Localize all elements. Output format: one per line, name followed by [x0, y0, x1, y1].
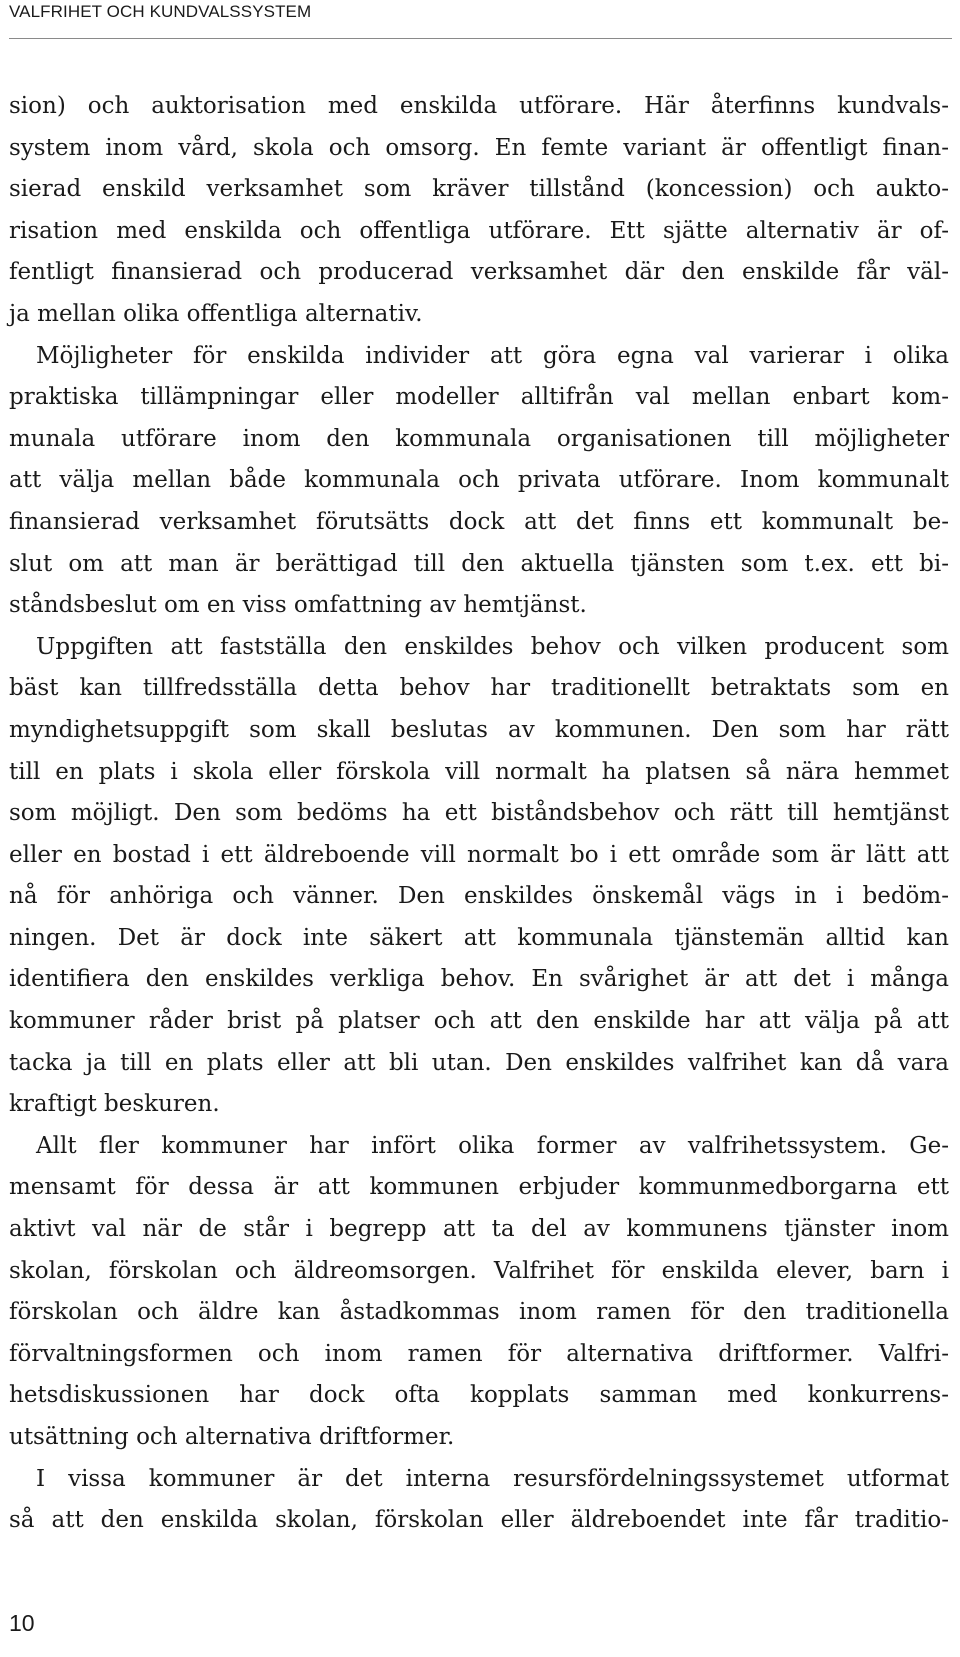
body-text — [9, 86, 949, 1542]
text-line: kommuner råder brist på platser och att den enskilde har att välja på att — [9, 1008, 949, 1035]
text-line: identifiera den enskildes verkliga behov. En svårighet är att det i många — [9, 966, 949, 993]
paragraph-4 — [9, 1126, 949, 1459]
text-line: sierad enskild verksamhet som kräver tillstånd (koncession) och aukto- — [9, 176, 949, 203]
header-rule — [9, 38, 952, 39]
running-header: VALFRIHET OCH KUNDVALSSYSTEM — [9, 2, 312, 21]
text-line: praktiska tillämpningar eller modeller alltifrån val mellan enbart kom- — [9, 384, 949, 411]
text-line: munala utförare inom den kommunala organisationen till möjligheter — [9, 425, 949, 452]
text-line: bäst kan tillfredsställa detta behov har traditionellt betraktats som en — [9, 675, 949, 702]
paragraph-2 — [9, 336, 949, 627]
text-line: nå för anhöriga och vänner. Den enskildes önskemål vägs in i bedöm- — [9, 883, 949, 910]
paragraph-3 — [9, 627, 949, 1126]
text-line: hetsdiskussionen har dock ofta kopplats samman med konkurrens- — [9, 1382, 949, 1409]
text-line: slut om att man är berättigad till den aktuella tjänsten som t.ex. ett bi- — [9, 550, 949, 577]
text-line: sion) och auktorisation med enskilda utförare. Här återfinns kundvals- — [9, 93, 949, 119]
text-line: Allt fler kommuner har infört olika former av valfrihetssystem. Ge- — [36, 1132, 949, 1159]
text-line: system inom vård, skola och omsorg. En femte variant är offentligt finan- — [9, 134, 949, 161]
text-line: Uppgiften att fastställa den enskildes behov och vilken producent som — [36, 633, 949, 660]
text-line: så att den enskilda skolan, förskolan eller äldreboendet inte får traditio- — [9, 1507, 949, 1534]
text-line: tacka ja till en plats eller att bli utan. Den enskildes valfrihet kan då vara — [9, 1049, 949, 1076]
text-line: att välja mellan både kommunala och privata utförare. Inom kommunalt — [9, 467, 949, 494]
text-line: I vissa kommuner är det interna resursfördelningssystemet utformat — [36, 1465, 949, 1492]
page-number: 10 — [9, 1610, 35, 1636]
paragraph-5 — [9, 1459, 949, 1542]
text-line: risation med enskilda och offentliga utförare. Ett sjätte alternativ är of- — [9, 217, 949, 244]
text-line: fentligt finansierad och producerad verksamhet där den enskilde får väl- — [9, 259, 949, 286]
text-line: aktivt val när de står i begrepp att ta del av kommunens tjänster inom — [9, 1216, 949, 1243]
text-line: ståndsbeslut om en viss omfattning av hemtjänst. — [9, 592, 587, 619]
text-line: kraftigt beskuren. — [9, 1091, 220, 1118]
text-line: eller en bostad i ett äldreboende vill normalt bo i ett område som är lätt att — [9, 841, 949, 868]
text-line: finansierad verksamhet förutsätts dock att det finns ett kommunalt be- — [9, 508, 949, 535]
text-line: förvaltningsformen och inom ramen för alternativa driftformer. Valfri- — [9, 1340, 949, 1367]
text-line: myndighetsuppgift som skall beslutas av kommunen. Den som har rätt — [9, 716, 949, 743]
text-line: utsättning och alternativa driftformer. — [9, 1424, 455, 1450]
text-line: ningen. Det är dock inte säkert att kommunala tjänstemän alltid kan — [9, 924, 949, 951]
text-line: ja mellan olika offentliga alternativ. — [9, 300, 423, 327]
text-line: skolan, förskolan och äldreomsorgen. Valfrihet för enskilda elever, barn i — [9, 1257, 949, 1284]
text-line: mensamt för dessa är att kommunen erbjuder kommunmedborgarna ett — [9, 1174, 949, 1201]
text-line: förskolan och äldre kan åstadkommas inom ramen för den traditionella — [9, 1299, 949, 1326]
paragraph-1 — [9, 86, 949, 336]
text-line: till en plats i skola eller förskola vill normalt ha platsen så nära hemmet — [9, 758, 949, 785]
text-line: som möjligt. Den som bedöms ha ett biståndsbehov och rätt till hemtjänst — [9, 800, 949, 827]
text-line: Möjligheter för enskilda individer att göra egna val varierar i olika — [36, 342, 949, 369]
